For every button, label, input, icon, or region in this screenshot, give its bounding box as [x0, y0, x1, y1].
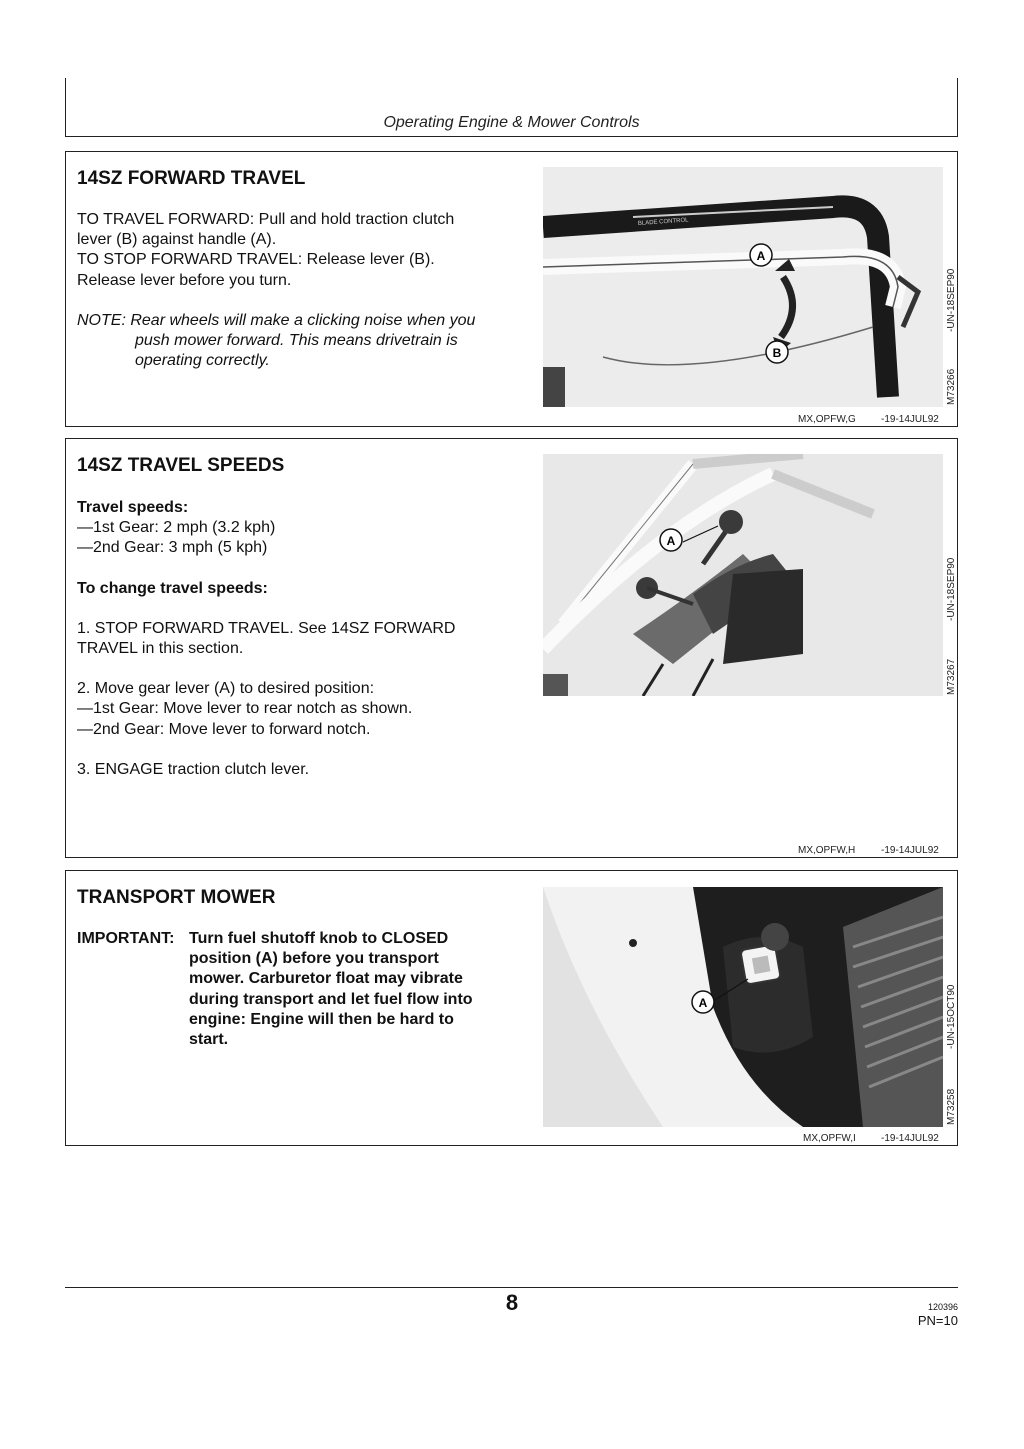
important-label: IMPORTANT:	[77, 930, 175, 947]
section-travel-speeds	[65, 438, 958, 858]
body-line: lever (B) against handle (A).	[77, 231, 277, 249]
footer-rule	[65, 1287, 958, 1288]
body-line: Release lever before you turn.	[77, 271, 292, 289]
callout-b-label: B	[772, 346, 782, 360]
important-line: during transport and let fuel flow into	[189, 990, 473, 1008]
step-line: —2nd Gear: Move lever to forward notch.	[77, 720, 371, 738]
step-line: TRAVEL in this section.	[77, 640, 244, 658]
section-body	[77, 210, 537, 371]
section-transport-mower	[65, 870, 958, 1146]
footer-code-left: MX,OPFW,H	[798, 845, 856, 856]
footer-code-right: -19-14JUL92	[881, 845, 939, 856]
step-line: 2. Move gear lever (A) to desired position:	[77, 680, 375, 698]
important-line: Turn fuel shutoff knob to CLOSED	[189, 930, 449, 947]
footer-code: 120396	[927, 1302, 958, 1312]
footer-code-right: -19-14JUL92	[881, 1133, 939, 1144]
image-code-bottom: M73267	[946, 658, 957, 695]
image-code-top: -UN-15OCT90	[946, 984, 957, 1049]
important-line: mower. Carburetor float may vibrate	[189, 970, 463, 988]
page-header	[65, 78, 958, 137]
note-line: push mower forward. This means drivetrain is	[135, 332, 458, 350]
pn-label: PN=10	[917, 1313, 958, 1328]
step-line: —1st Gear: Move lever to rear notch as shown.	[77, 700, 413, 718]
callout-a-label: A	[756, 249, 766, 263]
callout-a-label: A	[666, 534, 676, 548]
step-line: 1. STOP FORWARD TRAVEL. See 14SZ FORWARD	[77, 619, 456, 637]
step-line: 3. ENGAGE traction clutch lever.	[77, 760, 310, 778]
page-number: 8	[505, 1290, 519, 1315]
fuel-shutoff-photo	[543, 887, 943, 1127]
section-forward-travel	[65, 151, 958, 427]
footer-code-left: MX,OPFW,I	[803, 1133, 856, 1144]
important-block	[77, 929, 517, 1050]
change-heading: To change travel speeds:	[77, 579, 268, 597]
gear-lever-photo	[543, 454, 943, 696]
important-line: engine: Engine will then be hard to	[189, 1010, 454, 1028]
section-title: 14SZ TRAVEL SPEEDS	[77, 455, 285, 476]
image-code-top: -UN-18SEP90	[946, 268, 957, 332]
section-title: 14SZ FORWARD TRAVEL	[77, 168, 306, 189]
body-line: TO STOP FORWARD TRAVEL: Release lever (B).	[77, 251, 435, 269]
speeds-heading: Travel speeds:	[77, 499, 189, 516]
section-title: TRANSPORT MOWER	[77, 887, 276, 908]
handle-decal-text: BLADE CONTROL	[637, 217, 689, 227]
speed-line: —2nd Gear: 3 mph (5 kph)	[77, 539, 268, 557]
note-line: operating correctly.	[135, 352, 270, 370]
speed-line: —1st Gear: 2 mph (3.2 kph)	[77, 519, 276, 537]
footer-code-right: -19-14JUL92	[881, 414, 939, 425]
note-line: NOTE: Rear wheels will make a clicking noise when you	[77, 311, 476, 329]
important-line: position (A) before you transport	[189, 950, 439, 968]
important-line: start.	[189, 1031, 229, 1049]
image-code-bottom: M73266	[946, 368, 957, 405]
footer-code-left: MX,OPFW,G	[798, 414, 856, 425]
header-title: Operating Engine & Mower Controls	[383, 114, 640, 131]
mower-handle-photo	[543, 167, 943, 407]
image-code-top: -UN-18SEP90	[946, 557, 957, 621]
callout-a-label: A	[698, 996, 708, 1010]
image-code-bottom: M73258	[946, 1088, 957, 1125]
body-line: TO TRAVEL FORWARD: Pull and hold traction clutch	[77, 211, 455, 228]
section-body	[77, 498, 522, 780]
